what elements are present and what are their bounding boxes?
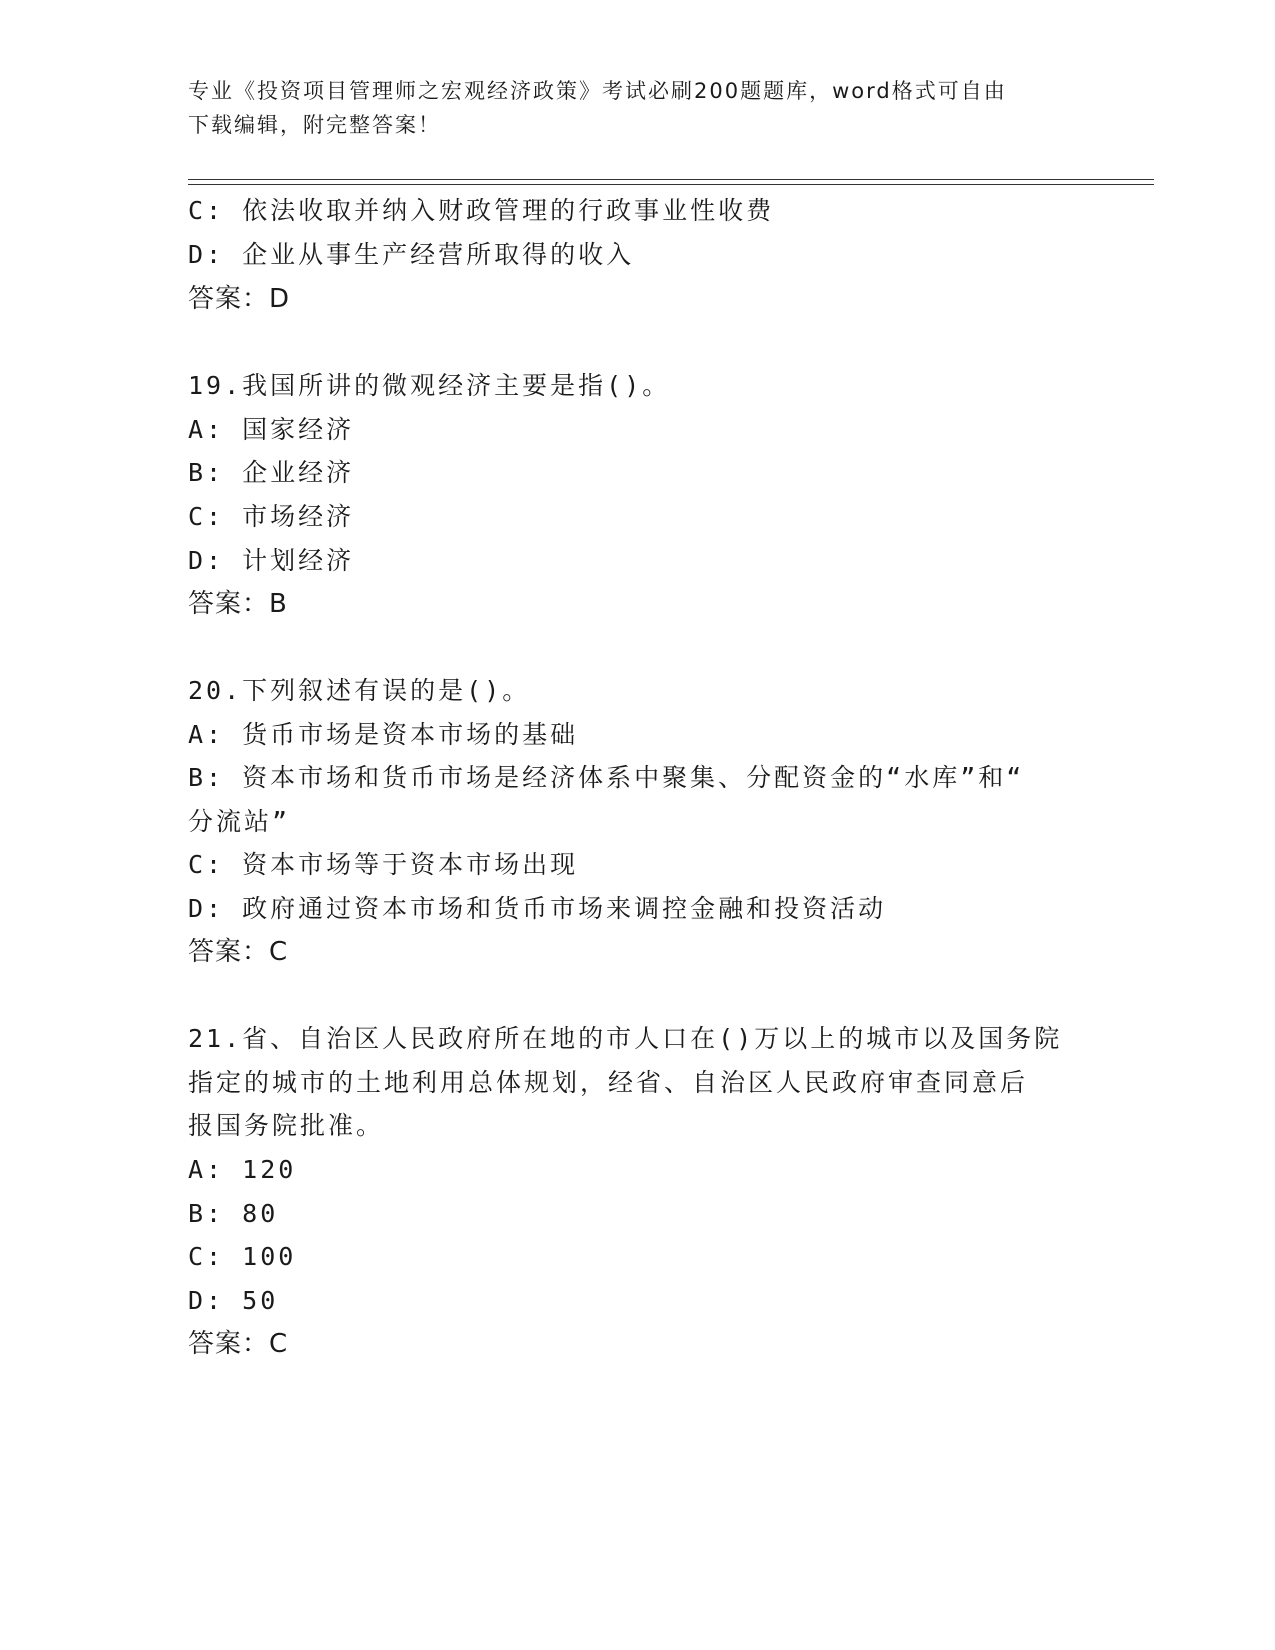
q21-stem-line-2: 指定的城市的土地利用总体规划，经省、自治区人民政府审查同意后	[188, 1068, 1029, 1097]
q21-answer: 答案：C	[188, 1329, 289, 1359]
q21-option-d: D: 50	[188, 1286, 279, 1315]
q19-option-c: C: 市场经济	[188, 502, 355, 531]
header-line-1: 专业《投资项目管理师之宏观经济政策》考试必刷200题题库，word格式可自由	[188, 79, 1007, 103]
q21-stem-line-3: 报国务院批准。	[188, 1111, 385, 1140]
q20-stem: 20.下列叙述有误的是()。	[188, 676, 531, 705]
q19-option-a: A: 国家经济	[188, 415, 355, 444]
header-line-2: 下载编辑，附完整答案！	[188, 113, 441, 137]
q21-option-b: B: 80	[188, 1199, 279, 1228]
q20-answer: 答案：C	[188, 937, 289, 967]
header-divider-bottom	[188, 184, 1154, 185]
q18-option-c: C: 依法收取并纳入财政管理的行政事业性收费	[188, 196, 775, 225]
q19-option-b: B: 企业经济	[188, 458, 355, 487]
q18-option-d: D: 企业从事生产经营所取得的收入	[188, 240, 635, 269]
q21-stem-line-1: 21.省、自治区人民政府所在地的市人口在()万以上的城市以及国务院	[188, 1024, 1063, 1053]
q20-option-b-line-1: B: 资本市场和货币市场是经济体系中聚集、分配资金的“水库”和“	[188, 763, 1025, 792]
q21-option-a: A: 120	[188, 1155, 297, 1184]
q19-stem: 19.我国所讲的微观经济主要是指()。	[188, 371, 671, 400]
q20-option-c: C: 资本市场等于资本市场出现	[188, 850, 579, 879]
q19-answer: 答案：B	[188, 589, 288, 619]
q20-option-b-line-2: 分流站”	[188, 807, 291, 836]
q19-option-d: D: 计划经济	[188, 546, 355, 575]
header-divider-top	[188, 179, 1154, 180]
q20-option-a: A: 货币市场是资本市场的基础	[188, 720, 579, 749]
q18-answer: 答案：D	[188, 284, 291, 314]
document-header	[188, 74, 1088, 142]
q21-option-c: C: 100	[188, 1242, 297, 1271]
q20-option-d: D: 政府通过资本市场和货币市场来调控金融和投资活动	[188, 894, 887, 923]
